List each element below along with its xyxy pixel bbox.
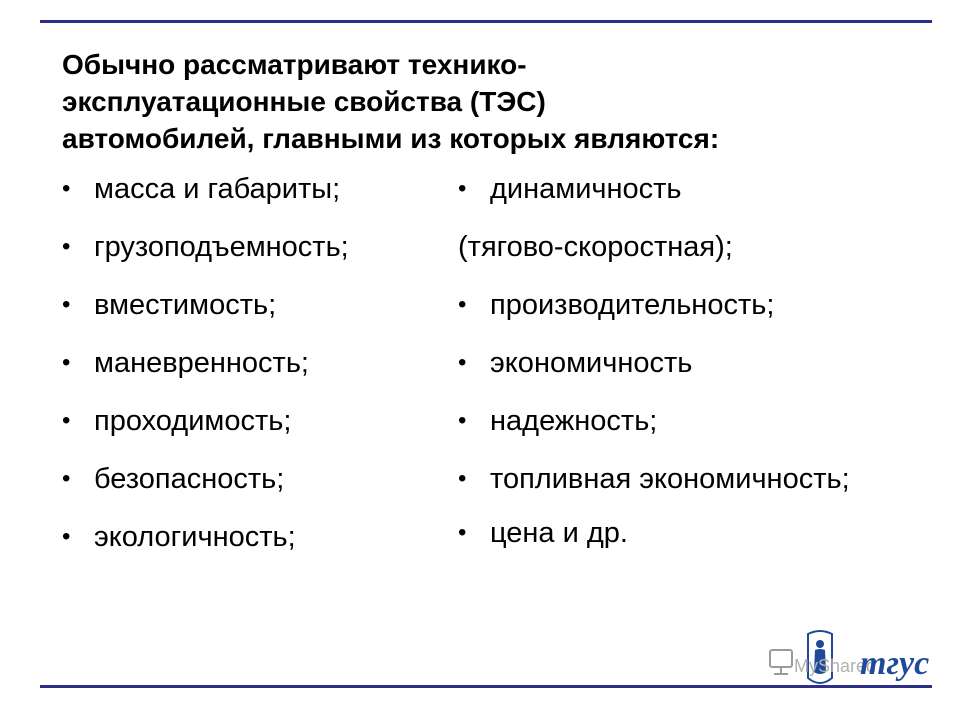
top-divider [40, 20, 932, 23]
list-item-text: безопасность; [94, 463, 285, 495]
bullet-icon: • [62, 465, 71, 492]
list-item-text: экономичность [490, 347, 693, 379]
list-item [62, 404, 442, 438]
watermark-monitor-icon [770, 650, 792, 674]
list-item-text: маневренность; [94, 347, 309, 379]
slide-title [62, 46, 922, 157]
list-item [458, 346, 898, 380]
bullet-icon: • [62, 349, 71, 376]
bullet-icon: • [62, 407, 71, 434]
list-item-text: динамичность [490, 173, 682, 205]
list-item [458, 172, 898, 206]
bullet-icon: • [62, 233, 71, 260]
list-item-text: вместимость; [94, 289, 277, 321]
left-bullet-list [62, 172, 442, 578]
list-item [62, 230, 442, 264]
list-item-text: масса и габариты; [94, 173, 341, 205]
list-item-text: (тягово-скоростная); [458, 231, 733, 263]
list-item [458, 462, 898, 496]
list-item [62, 172, 442, 206]
list-item-text: топливная экономичность; [490, 463, 850, 495]
bullet-icon: • [62, 175, 71, 202]
logo-text: тгус [860, 645, 930, 682]
title-line-2: эксплуатационные свойства (ТЭС) [62, 86, 546, 117]
right-bullet-list [458, 172, 898, 574]
list-item [458, 288, 898, 322]
list-item-text: грузоподъемность; [94, 231, 349, 263]
list-item-text: экологичность; [94, 521, 296, 553]
title-line-1: Обычно рассматривают технико- [62, 49, 527, 80]
bullet-icon: • [458, 407, 467, 434]
bullet-icon: • [458, 291, 467, 318]
bullet-icon: • [458, 519, 467, 546]
list-item-text: цена и др. [490, 517, 628, 549]
list-item-continuation [458, 230, 898, 264]
bullet-icon: • [458, 349, 467, 376]
bullet-icon: • [62, 523, 71, 550]
list-item [458, 404, 898, 438]
list-item-text: надежность; [490, 405, 658, 437]
title-line-3: автомобилей, главными из которых являются: [62, 123, 720, 154]
list-item-text: производительность; [490, 289, 775, 321]
list-item [458, 516, 898, 550]
university-logo [768, 628, 948, 690]
bullet-icon: • [62, 291, 71, 318]
list-item-text: проходимость; [94, 405, 292, 437]
list-item [62, 288, 442, 322]
list-item [62, 520, 442, 554]
list-item [62, 346, 442, 380]
watermark-text: MyShared [794, 656, 877, 676]
bullet-icon: • [458, 465, 467, 492]
list-item [62, 462, 442, 496]
bullet-icon: • [458, 175, 467, 202]
